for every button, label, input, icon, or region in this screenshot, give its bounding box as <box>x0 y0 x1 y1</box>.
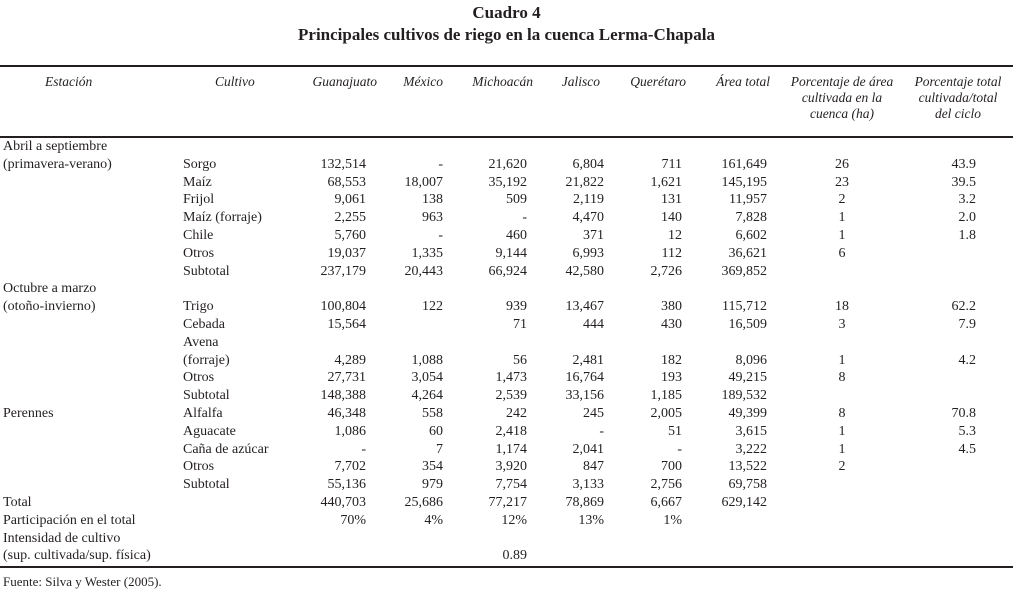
cell-area-total: 6,602 <box>735 228 767 243</box>
cell-area-total: 69,758 <box>728 477 767 493</box>
cell-queretaro: 12 <box>668 228 682 243</box>
cell-michoacan: 242 <box>506 406 527 421</box>
cell-estacion: Octubre a marzo <box>3 281 97 297</box>
table-row <box>0 405 1013 423</box>
cell-cultivo: Sorgo <box>183 156 217 172</box>
cell-pct-area: 3 <box>838 317 846 332</box>
table-row <box>0 316 1013 334</box>
table-row <box>0 156 1013 174</box>
cell-area-total: 36,621 <box>728 245 767 261</box>
cell-jalisco: 13% <box>578 512 604 528</box>
cell-area-total: 369,852 <box>721 263 767 279</box>
cell-pct-total: 7.9 <box>958 317 976 332</box>
cell-estacion: Participación en el total <box>3 512 136 528</box>
table-row <box>0 458 1013 476</box>
cell-area-total: 161,649 <box>721 156 767 172</box>
cell-jalisco: 16,764 <box>565 370 604 386</box>
cell-cultivo: Frijol <box>183 192 215 208</box>
cell-guanajuato: 7,702 <box>334 459 366 475</box>
cell-jalisco: 2,041 <box>572 441 604 457</box>
cell-pct-area: 2 <box>838 192 846 208</box>
cell-mexico: 60 <box>429 423 443 439</box>
cell-queretaro: 51 <box>668 423 682 439</box>
cell-jalisco: 33,156 <box>565 388 604 404</box>
cell-cultivo: Otros <box>183 370 215 386</box>
cell-mexico: 4,264 <box>411 388 443 404</box>
cell-cultivo: Subtotal <box>183 477 230 493</box>
cell-area-total: 629,142 <box>721 495 767 510</box>
cell-cultivo: Avena <box>183 334 219 350</box>
header-pct-total <box>908 74 1008 122</box>
cell-jalisco: 2,481 <box>572 352 604 368</box>
table-row <box>0 494 1013 512</box>
cell-michoacan: 509 <box>506 192 527 208</box>
cell-guanajuato: 55,136 <box>327 477 366 493</box>
cell-cultivo: Otros <box>183 459 215 475</box>
cell-michoacan: 21,620 <box>488 156 527 172</box>
cell-michoacan: 12% <box>501 512 527 528</box>
cell-cultivo: Chile <box>183 228 214 243</box>
cell-guanajuato: 68,553 <box>327 174 366 190</box>
cell-pct-area: 8 <box>838 406 846 421</box>
cell-guanajuato: 70% <box>340 512 366 528</box>
cell-estacion: Total <box>3 495 32 510</box>
table-row <box>0 547 1013 565</box>
header-line: Porcentaje de área <box>790 74 894 89</box>
cell-pct-total: 70.8 <box>951 406 976 421</box>
cell-area-total: 13,522 <box>728 459 767 475</box>
cell-jalisco: - <box>599 423 604 439</box>
cell-michoacan: - <box>522 210 527 226</box>
header-queretaro: Querétaro <box>630 74 686 89</box>
cell-guanajuato: 19,037 <box>327 245 366 261</box>
cell-estacion: (otoño-invierno) <box>3 299 96 315</box>
table-row <box>0 369 1013 387</box>
cell-estacion: Abril a septiembre <box>3 139 108 154</box>
cell-guanajuato: 15,564 <box>327 317 366 332</box>
cell-guanajuato: - <box>361 441 366 457</box>
table-row <box>0 191 1013 209</box>
cell-mexico: - <box>438 156 443 172</box>
cell-mexico: 4% <box>424 512 443 528</box>
cell-area-total: 16,509 <box>728 317 767 332</box>
header-cultivo: Cultivo <box>215 74 255 89</box>
cell-pct-total: 3.2 <box>958 192 976 208</box>
cell-pct-area: 1 <box>838 228 846 243</box>
cell-michoacan: 9,144 <box>495 245 527 261</box>
cell-cultivo: Maíz <box>183 174 212 190</box>
cell-area-total: 49,399 <box>728 406 767 421</box>
cell-pct-total: 4.5 <box>958 441 976 457</box>
table-row <box>0 441 1013 459</box>
cell-mexico: 354 <box>422 459 443 475</box>
header-pct-area <box>782 74 902 122</box>
cell-jalisco: 6,993 <box>572 245 604 261</box>
cell-area-total: 11,957 <box>729 192 767 208</box>
table-row <box>0 334 1013 352</box>
cell-queretaro: 1,185 <box>650 388 682 404</box>
header-guanajuato: Guanajuato <box>312 74 377 89</box>
table-title: Principales cultivos de riego en la cuenca Lerma-Chapala <box>298 25 715 44</box>
cell-jalisco: 371 <box>583 228 604 243</box>
top-rule <box>0 65 1013 67</box>
cell-guanajuato: 4,289 <box>334 352 366 368</box>
cell-mexico: 18,007 <box>404 174 443 190</box>
cell-area-total: 3,615 <box>735 423 767 439</box>
cell-queretaro: 430 <box>661 317 682 332</box>
table-row <box>0 512 1013 530</box>
cell-guanajuato: 27,731 <box>327 370 366 386</box>
cell-michoacan: 460 <box>506 228 527 243</box>
table-row <box>0 387 1013 405</box>
cell-queretaro: - <box>677 441 682 457</box>
cell-cultivo: Alfalfa <box>183 406 223 421</box>
table-row <box>0 174 1013 192</box>
cell-guanajuato: 237,179 <box>320 263 366 279</box>
cell-michoacan: 939 <box>506 299 527 315</box>
cell-jalisco: 42,580 <box>565 263 604 279</box>
cell-guanajuato: 5,760 <box>334 228 366 243</box>
cell-area-total: 189,532 <box>721 388 767 404</box>
table-row <box>0 263 1013 281</box>
cell-pct-total: 1.8 <box>958 228 976 243</box>
cell-michoacan: 3,920 <box>495 459 527 475</box>
cell-pct-area: 1 <box>838 441 846 457</box>
cell-cultivo: Subtotal <box>183 263 230 279</box>
cell-queretaro: 131 <box>661 192 682 208</box>
header-line: Porcentaje total <box>914 74 1002 89</box>
cell-queretaro: 140 <box>661 210 682 226</box>
cell-guanajuato: 100,804 <box>320 299 366 315</box>
cell-pct-total: 4.2 <box>958 352 976 368</box>
table-row <box>0 245 1013 263</box>
bottom-rule <box>0 566 1013 568</box>
cell-guanajuato: 440,703 <box>320 495 366 510</box>
cell-mexico: 1,088 <box>411 352 443 368</box>
cell-queretaro: 711 <box>661 156 682 172</box>
cell-pct-area: 23 <box>835 174 849 190</box>
cell-cultivo: Otros <box>183 245 215 261</box>
cell-jalisco: 78,869 <box>565 495 604 510</box>
header-area-total: Área total <box>716 74 770 89</box>
table-row <box>0 138 1013 156</box>
cell-mexico: 963 <box>422 210 443 226</box>
cell-guanajuato: 46,348 <box>327 406 366 421</box>
cell-michoacan: 1,473 <box>495 370 527 386</box>
header-mexico: México <box>403 74 443 89</box>
cell-area-total: 7,828 <box>735 210 767 226</box>
cell-queretaro: 193 <box>661 370 682 386</box>
header-line: cultivada/total <box>918 90 998 105</box>
header-estacion: Estación <box>45 74 93 89</box>
cell-guanajuato: 2,255 <box>334 210 366 226</box>
table-row <box>0 227 1013 245</box>
cell-area-total: 3,222 <box>735 441 767 457</box>
cell-estacion: (primavera-verano) <box>3 156 112 172</box>
cell-michoacan: 56 <box>513 352 527 368</box>
cell-queretaro: 2,756 <box>650 477 682 493</box>
cell-queretaro: 6,667 <box>650 495 682 510</box>
cell-michoacan: 66,924 <box>488 263 527 279</box>
cell-estacion: Intensidad de cultivo <box>3 530 121 546</box>
source-note: Fuente: Silva y Wester (2005). <box>3 574 162 589</box>
cell-michoacan: 7,754 <box>495 477 527 493</box>
cell-area-total: 8,096 <box>735 352 767 368</box>
cell-jalisco: 3,133 <box>572 477 604 493</box>
cell-area-total: 145,195 <box>721 174 767 190</box>
cell-estacion: Perennes <box>3 406 54 421</box>
cell-cultivo: Caña de azúcar <box>183 441 269 457</box>
cell-pct-total: 2.0 <box>958 210 976 226</box>
cell-queretaro: 2,005 <box>650 406 682 421</box>
header-jalisco: Jalisco <box>561 74 600 89</box>
cell-mexico: 1,335 <box>411 245 443 261</box>
cell-cultivo: Maíz (forraje) <box>183 210 262 226</box>
cell-jalisco: 245 <box>583 406 604 421</box>
cell-jalisco: 2,119 <box>573 192 604 208</box>
table-row <box>0 530 1013 548</box>
cell-pct-area: 26 <box>835 156 849 172</box>
cell-pct-total: 39.5 <box>951 174 976 190</box>
header-line: cultivada en la <box>801 90 883 105</box>
cell-pct-total: 62.2 <box>951 299 976 315</box>
table-number: Cuadro 4 <box>472 3 541 22</box>
header-michoacan: Michoacán <box>472 74 533 89</box>
cell-mexico: 138 <box>422 192 443 208</box>
cell-mexico: - <box>438 228 443 243</box>
cell-mexico: 558 <box>422 406 443 421</box>
cell-cultivo: Aguacate <box>183 423 236 439</box>
cell-guanajuato: 132,514 <box>320 156 366 172</box>
cell-michoacan: 35,192 <box>488 174 527 190</box>
cell-queretaro: 380 <box>661 299 682 315</box>
table-row <box>0 280 1013 298</box>
cell-queretaro: 112 <box>661 245 682 261</box>
cell-jalisco: 6,804 <box>572 156 604 172</box>
cell-pct-area: 1 <box>838 210 846 226</box>
cell-pct-area: 2 <box>838 459 846 475</box>
cell-pct-area: 1 <box>838 423 846 439</box>
cell-area-total: 49,215 <box>728 370 767 386</box>
table-row <box>0 423 1013 441</box>
cell-michoacan: 77,217 <box>488 495 527 510</box>
cell-cultivo: (forraje) <box>183 352 230 368</box>
cell-michoacan: 2,539 <box>495 388 527 404</box>
cell-michoacan: 2,418 <box>495 423 527 439</box>
cell-guanajuato: 9,061 <box>334 192 366 208</box>
cell-jalisco: 4,470 <box>572 210 604 226</box>
table-row <box>0 298 1013 316</box>
cell-pct-area: 8 <box>838 370 846 386</box>
cell-guanajuato: 148,388 <box>320 388 366 404</box>
cell-queretaro: 700 <box>661 459 682 475</box>
table-row <box>0 209 1013 227</box>
cell-cultivo: Subtotal <box>183 388 230 404</box>
table-row <box>0 352 1013 370</box>
cell-mexico: 979 <box>422 477 443 493</box>
cell-queretaro: 1,621 <box>650 174 682 190</box>
cell-michoacan: 1,174 <box>495 441 527 457</box>
cell-guanajuato: 1,086 <box>334 423 366 439</box>
header-line: cuenca (ha) <box>809 106 875 121</box>
cell-cultivo: Trigo <box>183 299 214 315</box>
cell-queretaro: 2,726 <box>650 263 682 279</box>
cell-pct-total: 43.9 <box>951 156 976 172</box>
cell-cultivo: Cebada <box>183 317 225 332</box>
cell-michoacan: 71 <box>513 317 527 332</box>
cell-area-total: 115,712 <box>722 299 767 315</box>
cell-mexico: 7 <box>436 441 443 457</box>
cell-pct-area: 1 <box>838 352 846 368</box>
cell-pct-total: 5.3 <box>958 423 976 439</box>
cell-jalisco: 21,822 <box>565 174 604 190</box>
cell-mexico: 25,686 <box>404 495 443 510</box>
cell-jalisco: 13,467 <box>565 299 604 315</box>
cell-pct-area: 6 <box>838 245 846 261</box>
cell-queretaro: 1% <box>663 512 682 528</box>
cell-mexico: 3,054 <box>411 370 443 386</box>
cell-jalisco: 444 <box>583 317 604 332</box>
cell-michoacan: 0.89 <box>502 548 527 564</box>
cell-queretaro: 182 <box>661 352 682 368</box>
table-row <box>0 476 1013 494</box>
cell-mexico: 122 <box>422 299 443 315</box>
header-line: del ciclo <box>934 106 982 121</box>
cell-pct-area: 18 <box>835 299 849 315</box>
cell-jalisco: 847 <box>583 459 604 475</box>
cell-estacion: (sup. cultivada/sup. física) <box>3 548 151 564</box>
cell-mexico: 20,443 <box>404 263 443 279</box>
